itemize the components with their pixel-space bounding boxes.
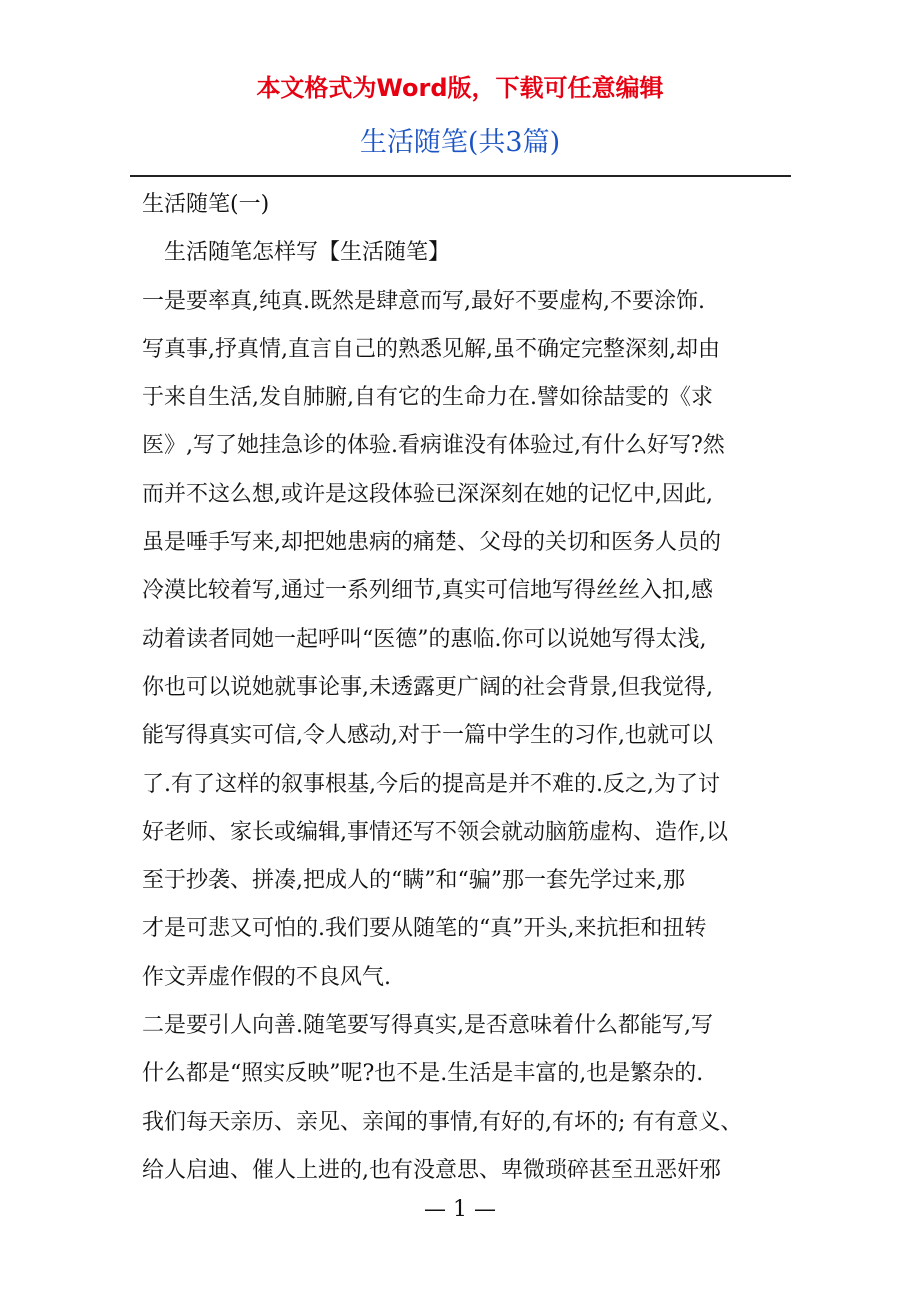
body-line: 而并不这么想,或许是这段体验已深深刻在她的记忆中,因此, (142, 481, 713, 507)
document-body (142, 181, 790, 1195)
body-line: 我们每天亲历、亲见、亲闻的事情,有好的,有坏的; 有有意义、 (142, 1109, 743, 1135)
body-line: 什么都是“照实反映”呢?也不是.生活是丰富的,也是繁杂的. (142, 1061, 704, 1087)
download-banner: 本文格式为Word版，下载可任意编辑 (256, 74, 664, 102)
subheading: 生活随笔怎样写【生活随笔】 (164, 240, 451, 266)
section-heading: 生活随笔(一) (142, 192, 270, 217)
body-line: 好老师、家长或编辑,事情还写不领会就动脑筋虚构、造作,以 (142, 819, 728, 845)
body-line: 于来自生活,发自肺腑,自有它的生命力在.譬如徐喆雯的《求 (142, 385, 713, 411)
body-line: 虽是唾手写来,却把她患病的痛楚、父母的关切和医务人员的 (142, 530, 721, 556)
body-line: 了.有了这样的叙事根基,今后的提高是并不难的.反之,为了讨 (142, 771, 720, 797)
body-line: 写真事,抒真情,直言自己的熟悉见解,虽不确定完整深刻,却由 (142, 336, 720, 362)
body-line: 作文弄虚作假的不良风气. (142, 964, 391, 990)
body-line: 二是要引人向善.随笔要写得真实,是否意味着什么都能写,写 (142, 1013, 713, 1039)
body-line: 给人启迪、催人上进的,也有没意思、卑微琐碎甚至丑恶奸邪 (142, 1157, 721, 1183)
body-line: 冷漠比较着写,通过一系列细节,真实可信地写得丝丝入扣,感 (142, 578, 713, 604)
body-line: 你也可以说她就事论事,未透露更广阔的社会背景,但我觉得, (142, 674, 713, 700)
body-line: 能写得真实可信,令人感动,对于一篇中学生的习作,也就可以 (142, 723, 713, 749)
page-number: — 1 — (424, 1197, 496, 1222)
body-line: 至于抄袭、拼凑,把成人的“瞒”和“骗”那一套先学过来,那 (142, 868, 685, 894)
body-line: 才是可悲又可怕的.我们要从随笔的“真”开头,来抗拒和扭转 (142, 916, 707, 942)
body-line: 一是要率真,纯真.既然是肆意而写,最好不要虚构,不要涂饰. (142, 288, 705, 314)
body-line: 医》,写了她挂急诊的体验.看病谁没有体验过,有什么好写?然 (142, 433, 725, 459)
body-line: 动着读者同她一起呼叫“医德”的惠临.你可以说她写得太浅, (142, 626, 707, 652)
title-divider (130, 175, 791, 177)
document-title: 生活随笔(共3篇) (359, 127, 561, 158)
